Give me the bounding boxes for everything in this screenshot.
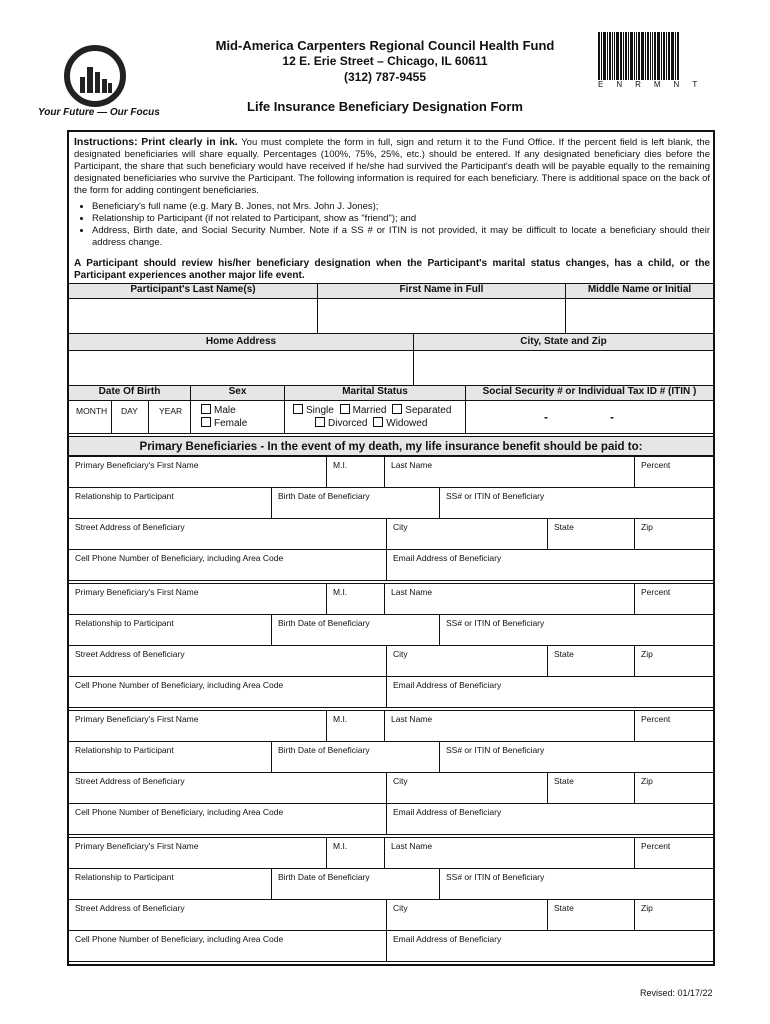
beneficiary-1-ssn-field[interactable]: [439, 487, 714, 519]
home-address-input[interactable]: [68, 350, 414, 386]
beneficiary-1-zip-field[interactable]: [634, 518, 714, 550]
field-label: Street Address of Beneficiary: [75, 776, 185, 786]
beneficiary-3-ssn-field[interactable]: [439, 741, 714, 773]
field-label: Relationship to Participant: [75, 872, 174, 882]
beneficiary-1-city-field[interactable]: [386, 518, 548, 550]
field-label: SS# or ITIN of Beneficiary: [446, 618, 545, 628]
instructions-lead: Print clearly in ink.: [141, 136, 238, 148]
field-label: City: [393, 522, 408, 532]
checkbox-icon: [340, 404, 350, 414]
barcode-text: ENRMNT: [598, 80, 711, 89]
city-state-zip-header: City, State and Zip: [413, 333, 714, 351]
field-label: Last Name: [391, 587, 433, 597]
form-title: Life Insurance Beneficiary Designation Form: [247, 99, 523, 114]
beneficiary-1-last-name-field[interactable]: [384, 456, 635, 488]
beneficiary-4-last-name-field[interactable]: [384, 837, 635, 869]
field-label: Email Address of Beneficiary: [393, 553, 502, 563]
field-label: M.I.: [333, 587, 348, 597]
org-address: 12 E. Erie Street – Chicago, IL 60611: [282, 54, 488, 68]
field-label: Percent: [641, 714, 671, 724]
participant-last-name-input[interactable]: [68, 298, 318, 334]
field-label: Percent: [641, 460, 671, 470]
beneficiary-4-percent-field[interactable]: [634, 837, 714, 869]
beneficiary-2-first-name-field[interactable]: [68, 583, 327, 615]
fund-logo: [64, 45, 126, 107]
beneficiary-2-birth-date-field[interactable]: [271, 614, 440, 646]
field-label: M.I.: [333, 841, 348, 851]
field-label: State: [554, 903, 574, 913]
dob-month-input[interactable]: MONTH: [68, 400, 112, 434]
dob-header: Date Of Birth: [68, 385, 191, 401]
field-label: Last Name: [391, 714, 433, 724]
field-label: Primary Beneficiary's First Name: [75, 460, 199, 470]
beneficiary-3-zip-field[interactable]: [634, 772, 714, 804]
beneficiary-4-zip-field[interactable]: [634, 899, 714, 931]
instructions-body: You must complete the form in full, sign and return it to the Fund Office. If the percent field is left blank, the designated beneficiaries will share equally. Percentages (100%, 75%, 25%, etc.) should be entered. If any designated beneficiary dies before the Participant, the share that such beneficiary would have received if he/she had survived the Participant's death will be payable equally to the remaining designated beneficiaries who survive the Participant. The following information is required for each beneficiary. There is additional space on the back of the form for adding contingent beneficiaries.: [74, 137, 711, 196]
field-label: Zip: [641, 649, 653, 659]
beneficiary-3-city-field[interactable]: [386, 772, 548, 804]
field-label: State: [554, 649, 574, 659]
beneficiary-2-percent-field[interactable]: [634, 583, 714, 615]
beneficiary-4-street-field[interactable]: [68, 899, 387, 931]
marital-options: [284, 400, 466, 434]
male-checkbox[interactable]: Male: [201, 404, 284, 417]
beneficiary-2-cell-field[interactable]: [68, 676, 387, 708]
divorced-checkbox[interactable]: Divorced: [315, 418, 367, 429]
beneficiary-2-email-field[interactable]: [386, 676, 714, 708]
ssn-dash: -: [610, 410, 614, 424]
beneficiary-3-birth-date-field[interactable]: [271, 741, 440, 773]
ssn-header: Social Security # or Individual Tax ID # (ITIN ): [465, 385, 714, 401]
field-label: Primary Beneficiary's First Name: [75, 714, 199, 724]
field-label: M.I.: [333, 714, 348, 724]
single-checkbox[interactable]: Single: [293, 405, 334, 416]
beneficiary-3-last-name-field[interactable]: [384, 710, 635, 742]
married-checkbox[interactable]: Married: [340, 405, 387, 416]
beneficiary-4-city-field[interactable]: [386, 899, 548, 931]
field-label: Zip: [641, 776, 653, 786]
field-label: City: [393, 776, 408, 786]
beneficiary-4-relationship-field[interactable]: [68, 868, 272, 900]
dob-day-input[interactable]: DAY: [111, 400, 149, 434]
beneficiary-3-state-field[interactable]: [547, 772, 635, 804]
field-label: Relationship to Participant: [75, 491, 174, 501]
field-label: State: [554, 522, 574, 532]
field-label: Birth Date of Beneficiary: [278, 491, 370, 501]
instruction-bullet: • Address, Birth date, and Social Security Number. Note if a SS # or ITIN is not provided, it may be difficult to locate a beneficiary should their address change.: [92, 225, 710, 249]
field-label: Birth Date of Beneficiary: [278, 872, 370, 882]
beneficiary-3-first-name-field[interactable]: [68, 710, 327, 742]
field-label: Street Address of Beneficiary: [75, 522, 185, 532]
checkbox-icon: [315, 417, 325, 427]
dob-year-input[interactable]: YEAR: [148, 400, 191, 434]
beneficiary-3-percent-field[interactable]: [634, 710, 714, 742]
beneficiary-2-state-field[interactable]: [547, 645, 635, 677]
field-label: Cell Phone Number of Beneficiary, including Area Code: [75, 807, 284, 817]
primary-beneficiaries-title: Primary Beneficiaries - In the event of my death, my life insurance benefit should be paid to:: [68, 436, 714, 456]
tagline: Your Future — Our Focus: [38, 107, 160, 118]
participant-middle-name-header: Middle Name or Initial: [565, 283, 714, 299]
field-label: Percent: [641, 841, 671, 851]
beneficiary-3-email-field[interactable]: [386, 803, 714, 835]
field-label: Relationship to Participant: [75, 745, 174, 755]
checkbox-icon: [373, 417, 383, 427]
ssn-input[interactable]: [465, 400, 714, 434]
home-address-header: Home Address: [68, 333, 414, 351]
field-label: Primary Beneficiary's First Name: [75, 587, 199, 597]
revised-date: Revised: 01/17/22: [640, 988, 713, 998]
field-label: SS# or ITIN of Beneficiary: [446, 745, 545, 755]
beneficiary-4-first-name-field[interactable]: [68, 837, 327, 869]
ssn-dash: -: [544, 410, 548, 424]
beneficiary-2-zip-field[interactable]: [634, 645, 714, 677]
beneficiary-2-ssn-field[interactable]: [439, 614, 714, 646]
city-state-zip-input[interactable]: [413, 350, 714, 386]
participant-first-name-input[interactable]: [317, 298, 566, 334]
field-label: Last Name: [391, 841, 433, 851]
beneficiary-4-state-field[interactable]: [547, 899, 635, 931]
beneficiary-3-relationship-field[interactable]: [68, 741, 272, 773]
instruction-bullet: • Beneficiary's full name (e.g. Mary B. Jones, not Mrs. John J. Jones);: [92, 201, 710, 213]
field-label: City: [393, 903, 408, 913]
separated-checkbox[interactable]: Separated: [392, 405, 451, 416]
field-label: Last Name: [391, 460, 433, 470]
sex-options: [190, 400, 285, 434]
beneficiary-2-street-field[interactable]: [68, 645, 387, 677]
beneficiary-1-birth-date-field[interactable]: [271, 487, 440, 519]
field-label: Cell Phone Number of Beneficiary, including Area Code: [75, 934, 284, 944]
org-name: Mid-America Carpenters Regional Council Health Fund: [215, 38, 555, 53]
review-note: A Participant should review his/her beneficiary designation when the Participant's marital status changes, has a child, or the Participant experiences another major life event.: [74, 258, 710, 281]
barcode: [598, 32, 708, 84]
org-phone: (312) 787-9455: [343, 70, 427, 84]
beneficiary-1-cell-field[interactable]: [68, 549, 387, 581]
field-label: M.I.: [333, 460, 348, 470]
participant-middle-name-input[interactable]: [565, 298, 714, 334]
beneficiary-2-mi-field[interactable]: [326, 583, 385, 615]
participant-first-name-header: First Name in Full: [317, 283, 566, 299]
beneficiary-1-email-field[interactable]: [386, 549, 714, 581]
field-label: Email Address of Beneficiary: [393, 680, 502, 690]
beneficiary-3-street-field[interactable]: [68, 772, 387, 804]
beneficiary-2-city-field[interactable]: [386, 645, 548, 677]
field-label: SS# or ITIN of Beneficiary: [446, 872, 545, 882]
beneficiary-2-relationship-field[interactable]: [68, 614, 272, 646]
checkbox-icon: [201, 404, 211, 414]
beneficiary-4-cell-field[interactable]: [68, 930, 387, 962]
field-label: Zip: [641, 903, 653, 913]
beneficiary-1-state-field[interactable]: [547, 518, 635, 550]
beneficiary-1-relationship-field[interactable]: [68, 487, 272, 519]
field-label: Birth Date of Beneficiary: [278, 745, 370, 755]
beneficiary-3-mi-field[interactable]: [326, 710, 385, 742]
marital-header: Marital Status: [284, 385, 466, 401]
beneficiary-3-cell-field[interactable]: [68, 803, 387, 835]
checkbox-icon: [392, 404, 402, 414]
instructions-label: Instructions:: [74, 136, 138, 148]
field-label: Relationship to Participant: [75, 618, 174, 628]
beneficiary-4-email-field[interactable]: [386, 930, 714, 962]
widowed-checkbox[interactable]: Widowed: [373, 418, 427, 429]
field-label: Street Address of Beneficiary: [75, 649, 185, 659]
beneficiary-2-last-name-field[interactable]: [384, 583, 635, 615]
field-label: City: [393, 649, 408, 659]
beneficiary-4-birth-date-field[interactable]: [271, 868, 440, 900]
field-label: Email Address of Beneficiary: [393, 934, 502, 944]
skyline-icon: [78, 63, 114, 93]
checkbox-icon: [201, 417, 211, 427]
participant-last-name-header: Participant's Last Name(s): [68, 283, 318, 299]
beneficiary-4-ssn-field[interactable]: [439, 868, 714, 900]
female-checkbox[interactable]: Female: [201, 417, 284, 430]
beneficiary-1-first-name-field[interactable]: [68, 456, 327, 488]
sex-header: Sex: [190, 385, 285, 401]
beneficiary-4-mi-field[interactable]: [326, 837, 385, 869]
beneficiary-1-mi-field[interactable]: [326, 456, 385, 488]
field-label: Primary Beneficiary's First Name: [75, 841, 199, 851]
field-label: SS# or ITIN of Beneficiary: [446, 491, 545, 501]
field-label: Street Address of Beneficiary: [75, 903, 185, 913]
instruction-bullet: • Relationship to Participant (if not related to Participant, show as "friend"); and: [92, 213, 710, 225]
instructions: [74, 136, 710, 249]
field-label: Email Address of Beneficiary: [393, 807, 502, 817]
field-label: State: [554, 776, 574, 786]
beneficiary-1-street-field[interactable]: [68, 518, 387, 550]
beneficiary-1-percent-field[interactable]: [634, 456, 714, 488]
checkbox-icon: [293, 404, 303, 414]
field-label: Birth Date of Beneficiary: [278, 618, 370, 628]
field-label: Zip: [641, 522, 653, 532]
field-label: Percent: [641, 587, 671, 597]
field-label: Cell Phone Number of Beneficiary, including Area Code: [75, 553, 284, 563]
field-label: Cell Phone Number of Beneficiary, including Area Code: [75, 680, 284, 690]
